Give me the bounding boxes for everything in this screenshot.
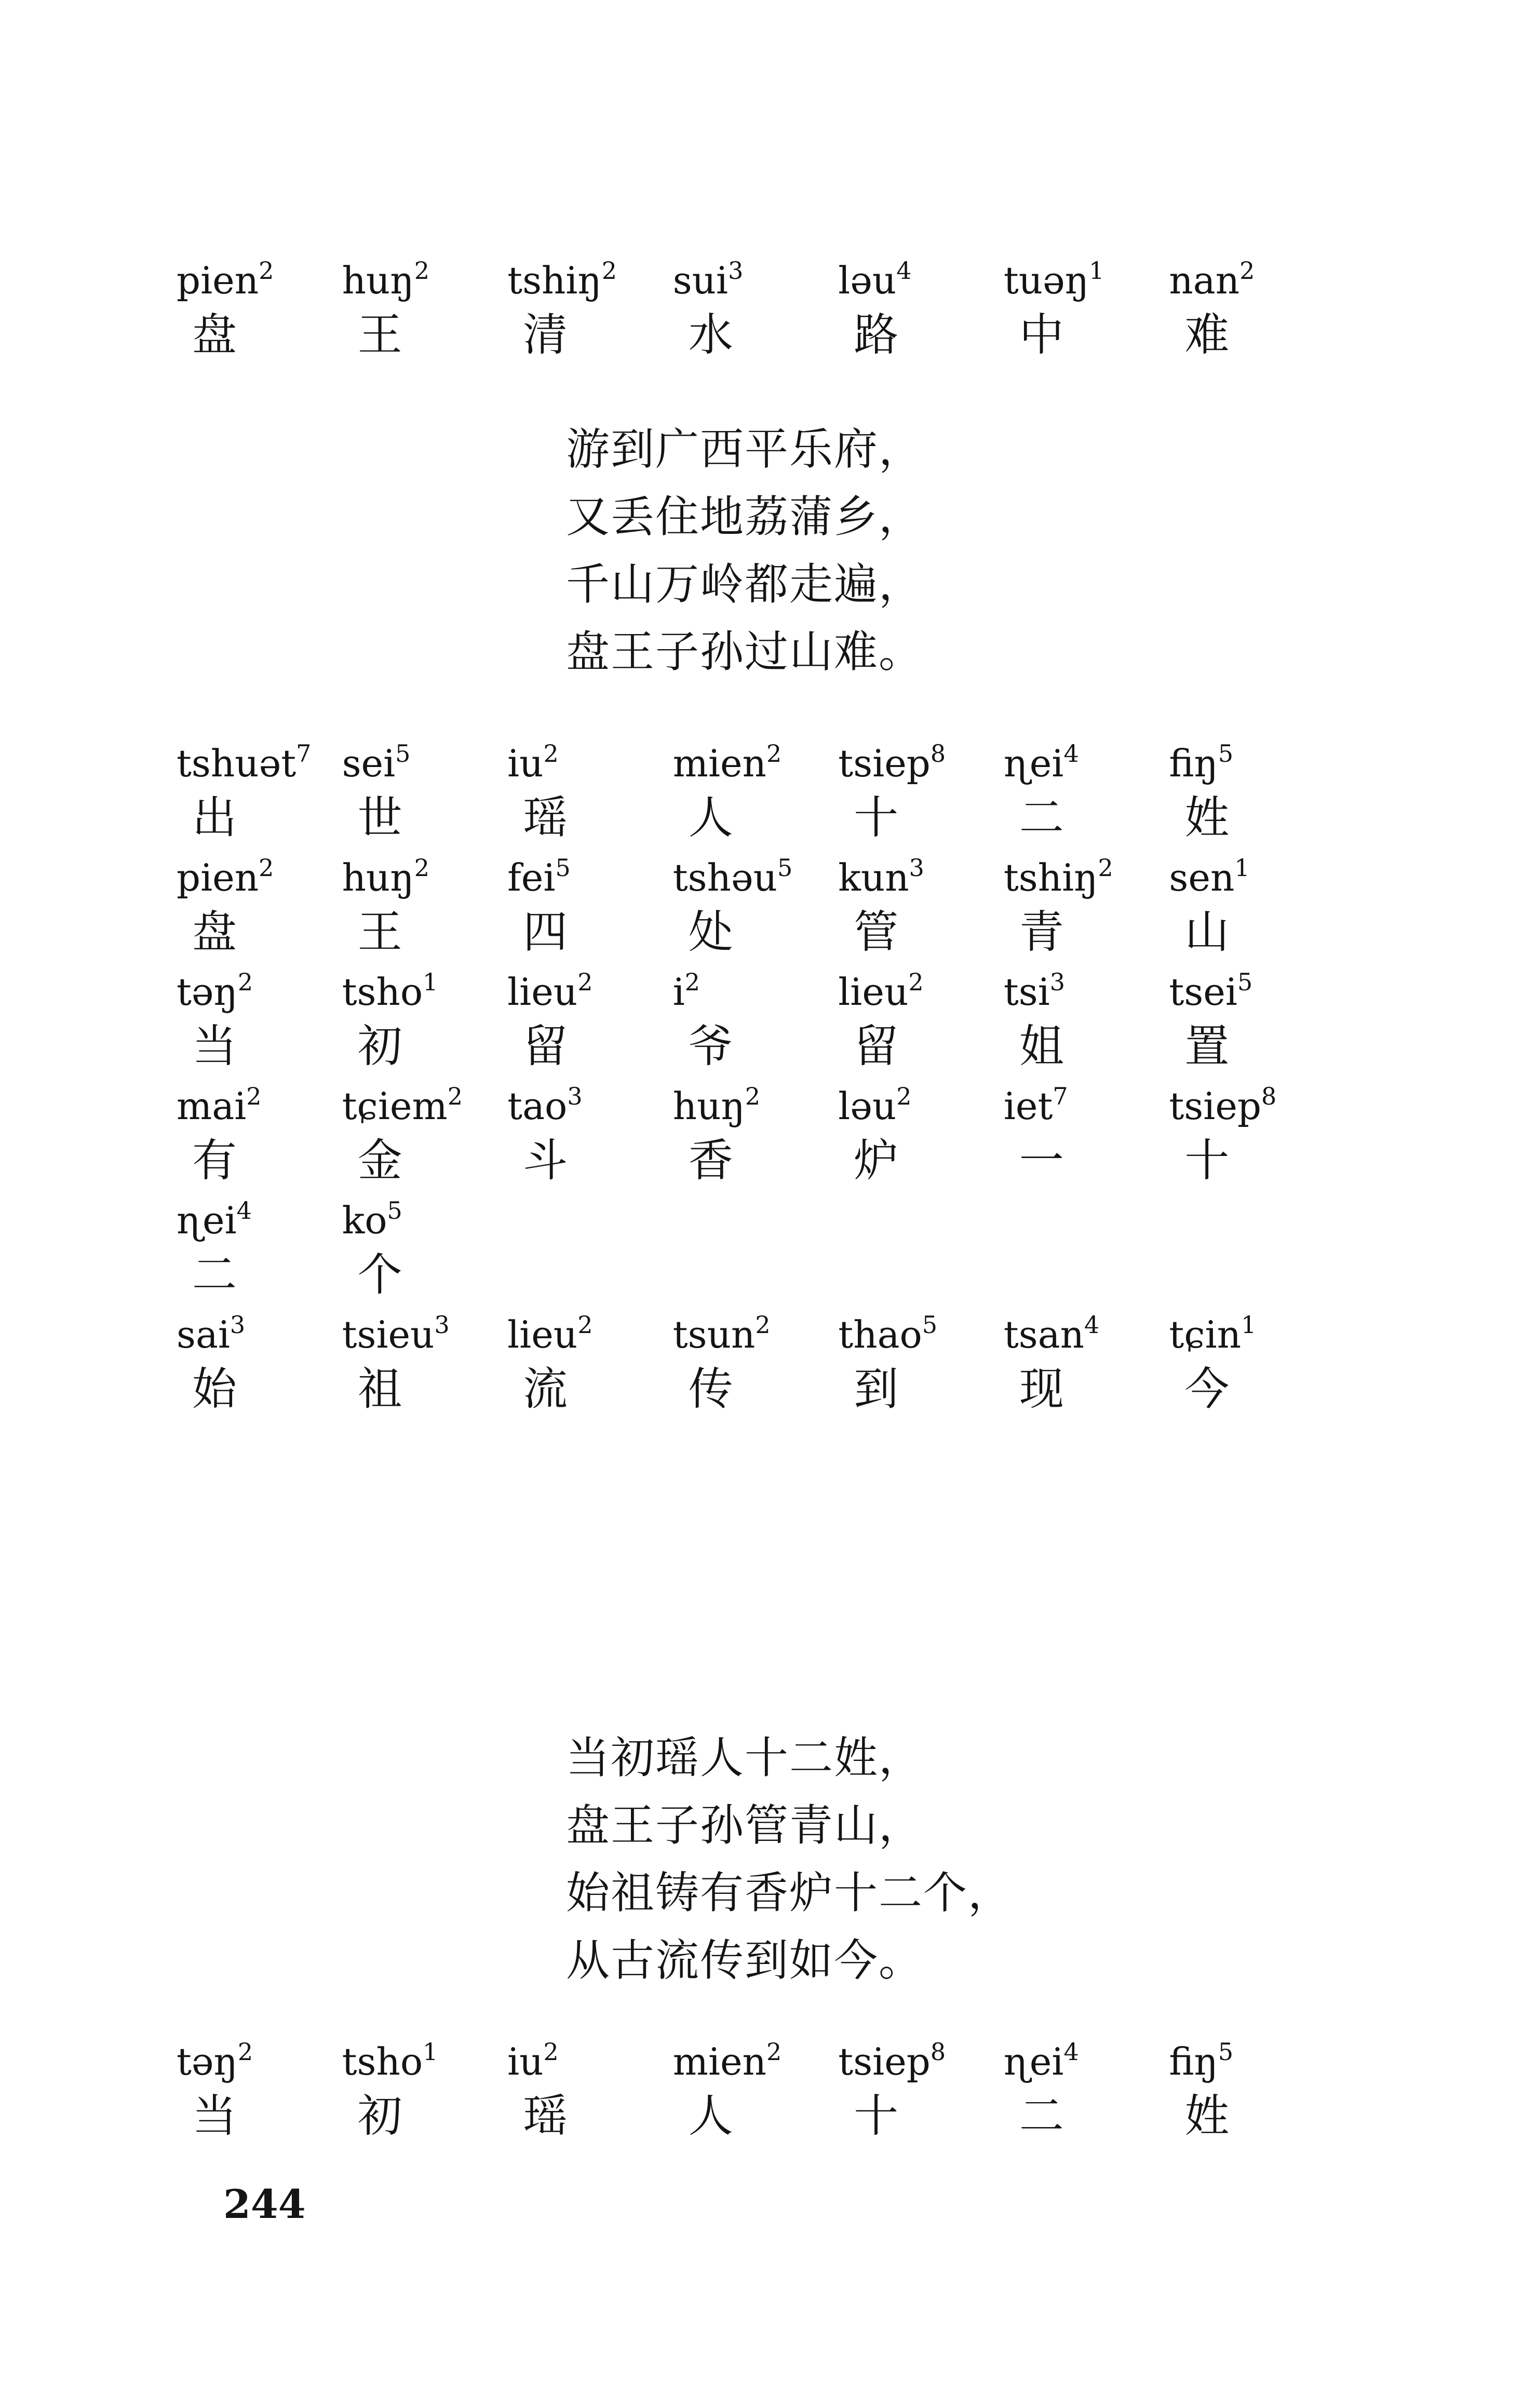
- syllable: [673, 1309, 839, 1361]
- hanzi: 当: [192, 1020, 237, 1072]
- tone-number: 4: [896, 257, 912, 285]
- syllable: [177, 737, 342, 789]
- syllable: [673, 966, 839, 1018]
- syllable-text: iet: [1003, 1084, 1053, 1128]
- syllable-text: lieu: [838, 970, 909, 1014]
- syllable: [342, 737, 508, 789]
- syllable-text: tɕin: [1169, 1313, 1242, 1356]
- tone-number: 2: [246, 1082, 262, 1110]
- hanzi: 王: [357, 309, 402, 361]
- syllable: [1004, 2036, 1169, 2088]
- syllable-text: tshəu: [672, 856, 777, 899]
- syllable-text: lieu: [507, 1313, 578, 1356]
- syllable: [1169, 737, 1334, 789]
- syllable-text: iu: [507, 2040, 544, 2083]
- tone-number: 2: [414, 854, 429, 882]
- tone-number: 2: [684, 968, 700, 996]
- syllable-text: tsiep: [838, 742, 931, 785]
- tone-number: 2: [1098, 854, 1113, 882]
- hanzi: 到: [854, 1363, 899, 1415]
- syllable: [838, 1080, 1004, 1132]
- stanza-line: 盘王子孙管青山，: [566, 1800, 924, 1851]
- tone-number: 2: [755, 1311, 771, 1339]
- syllable: [177, 1080, 342, 1132]
- romanization-line: [177, 1309, 1334, 1361]
- hanzi: 十: [1184, 1135, 1230, 1187]
- tone-number: 8: [930, 2038, 946, 2066]
- syllable-text: pien: [177, 259, 259, 302]
- hanzi: 盘: [192, 906, 237, 958]
- tone-number: 1: [1234, 854, 1250, 882]
- hanzi: 二: [192, 1249, 237, 1301]
- tone-number: 5: [922, 1311, 938, 1339]
- syllable: [507, 1080, 673, 1132]
- hanzi: 盘: [192, 309, 237, 361]
- interlinear-group: [177, 2036, 1334, 2150]
- syllable: [177, 254, 342, 306]
- hanzi: 青: [1019, 906, 1064, 958]
- tone-number: 3: [1049, 968, 1066, 996]
- tone-number: 4: [1084, 1311, 1100, 1339]
- syllable-text: huŋ: [342, 856, 414, 899]
- hanzi: 瑶: [523, 2090, 568, 2142]
- tone-number: 2: [577, 968, 593, 996]
- hanzi: 管: [854, 906, 899, 958]
- hanzi: 水: [688, 309, 733, 361]
- tone-number: 2: [1239, 257, 1255, 285]
- tone-number: 2: [414, 257, 429, 285]
- syllable: [342, 1194, 508, 1246]
- tone-number: 2: [543, 739, 559, 768]
- syllable: [507, 2036, 673, 2088]
- syllable-text: sai: [177, 1313, 230, 1356]
- tone-number: 2: [908, 968, 924, 996]
- tone-number: 2: [447, 1082, 463, 1110]
- syllable-text: huŋ: [672, 1084, 745, 1128]
- hanzi: 流: [523, 1363, 568, 1415]
- syllable-text: tshiŋ: [507, 259, 602, 302]
- syllable-text: tsieu: [342, 1313, 435, 1356]
- hanzi: 当: [192, 2090, 237, 2142]
- syllable-text: tsiep: [1169, 1084, 1262, 1128]
- hanzi: 斗: [523, 1135, 568, 1187]
- syllable-text: mien: [672, 742, 766, 785]
- character-line: [177, 2088, 1350, 2150]
- syllable-text: ɳei: [1003, 2040, 1064, 2083]
- syllable: [1004, 966, 1169, 1018]
- syllable: [177, 966, 342, 1018]
- syllable: [1169, 2036, 1334, 2088]
- tone-number: 3: [909, 854, 924, 882]
- tone-number: 5: [777, 854, 793, 882]
- romanization-line: [177, 2036, 1334, 2088]
- syllable: [342, 852, 508, 904]
- character-line: [177, 1361, 1350, 1423]
- syllable: [838, 254, 1004, 306]
- tone-number: 2: [237, 968, 253, 996]
- hanzi: 路: [854, 309, 899, 361]
- hanzi: 中: [1019, 309, 1064, 361]
- syllable-text: mai: [177, 1084, 247, 1128]
- syllable: [342, 1080, 508, 1132]
- syllable: [507, 966, 673, 1018]
- syllable-text: nan: [1169, 259, 1240, 302]
- hanzi: 清: [523, 309, 568, 361]
- tone-number: 8: [1261, 1082, 1277, 1110]
- romanization-line: [177, 1194, 1334, 1246]
- tone-number: 5: [395, 739, 411, 768]
- hanzi: 初: [357, 2090, 402, 2142]
- syllable-text: ɳei: [1003, 742, 1064, 785]
- tone-number: 4: [1063, 739, 1079, 768]
- syllable: [1169, 1080, 1334, 1132]
- hanzi: 二: [1019, 2090, 1064, 2142]
- syllable-text: fei: [507, 856, 556, 899]
- syllable: [507, 852, 673, 904]
- hanzi: 姐: [1019, 1020, 1064, 1072]
- syllable-text: tshuət: [177, 742, 296, 785]
- hanzi: 王: [357, 906, 402, 958]
- hanzi: 初: [357, 1020, 402, 1072]
- syllable-text: iu: [507, 742, 544, 785]
- syllable-text: sui: [672, 259, 729, 302]
- hanzi: 留: [523, 1020, 568, 1072]
- hanzi: 爷: [688, 1020, 733, 1072]
- syllable: [507, 1309, 673, 1361]
- syllable: [342, 254, 508, 306]
- stanza-line: 始祖铸有香炉十二个，: [566, 1867, 1013, 1918]
- syllable: [1004, 852, 1169, 904]
- syllable: [177, 1309, 342, 1361]
- syllable-text: tsun: [672, 1313, 756, 1356]
- hanzi: 一: [1019, 1135, 1064, 1187]
- syllable-text: təŋ: [177, 970, 238, 1014]
- syllable: [838, 737, 1004, 789]
- tone-number: 8: [930, 739, 946, 768]
- character-line: [177, 306, 1350, 369]
- syllable-text: fiŋ: [1169, 742, 1218, 785]
- syllable-text: tsi: [1003, 970, 1050, 1014]
- syllable: [673, 737, 839, 789]
- romanization-line: [177, 852, 1334, 904]
- tone-number: 3: [567, 1082, 583, 1110]
- hanzi: 姓: [1184, 2090, 1230, 2142]
- tone-number: 1: [1089, 257, 1104, 285]
- romanization-line: [177, 737, 1334, 789]
- tone-number: 2: [577, 1311, 593, 1339]
- syllable: [838, 852, 1004, 904]
- hanzi: 置: [1184, 1020, 1230, 1072]
- tone-number: 2: [259, 854, 274, 882]
- syllable-text: təŋ: [177, 2040, 238, 2083]
- syllable-text: huŋ: [342, 259, 414, 302]
- syllable-text: tsho: [342, 2040, 423, 2083]
- syllable: [673, 852, 839, 904]
- character-line: [177, 1132, 1350, 1194]
- hanzi: 留: [854, 1020, 899, 1072]
- syllable: [838, 2036, 1004, 2088]
- hanzi: 人: [688, 792, 733, 844]
- hanzi: 香: [688, 1135, 733, 1187]
- syllable-text: tsan: [1003, 1313, 1085, 1356]
- stanza-line: 当初瑶人十二姓，: [566, 1732, 924, 1783]
- syllable: [1004, 1080, 1169, 1132]
- hanzi: 出: [192, 792, 237, 844]
- hanzi: 始: [192, 1363, 237, 1415]
- stanza-line: 千山万岭都走遍，: [566, 559, 924, 610]
- syllable-text: ɳei: [177, 1199, 237, 1242]
- tone-number: 5: [1218, 2038, 1234, 2066]
- romanization-line: [177, 1080, 1334, 1132]
- syllable: [342, 2036, 508, 2088]
- syllable: [1004, 737, 1169, 789]
- syllable-text: tsho: [342, 970, 423, 1014]
- syllable-text: tshiŋ: [1003, 856, 1098, 899]
- tone-number: 2: [766, 739, 782, 768]
- hanzi: 人: [688, 2090, 733, 2142]
- hanzi: 难: [1184, 309, 1230, 361]
- hanzi: 炉: [854, 1135, 899, 1187]
- tone-number: 1: [423, 2038, 438, 2066]
- tone-number: 4: [236, 1196, 252, 1225]
- tone-number: 5: [1218, 739, 1234, 768]
- syllable: [1004, 1309, 1169, 1361]
- hanzi: 四: [523, 906, 568, 958]
- hanzi: 十: [854, 792, 899, 844]
- syllable-text: thao: [838, 1313, 922, 1356]
- syllable: [1169, 966, 1334, 1018]
- tone-number: 5: [555, 854, 571, 882]
- tone-number: 3: [728, 257, 744, 285]
- syllable-text: tɕiem: [342, 1084, 448, 1128]
- syllable: [342, 1309, 508, 1361]
- character-line: [177, 789, 1350, 852]
- hanzi: 处: [688, 906, 733, 958]
- tone-number: 4: [1063, 2038, 1079, 2066]
- syllable-text: sei: [342, 742, 396, 785]
- tone-number: 7: [1053, 1082, 1068, 1110]
- tone-number: 2: [237, 2038, 253, 2066]
- tone-number: 1: [1241, 1311, 1257, 1339]
- syllable: [1169, 1309, 1334, 1361]
- syllable-text: fiŋ: [1169, 2040, 1218, 2083]
- syllable-text: tsei: [1169, 970, 1237, 1014]
- hanzi: 现: [1019, 1363, 1064, 1415]
- syllable: [673, 254, 839, 306]
- translation-stanza: [566, 415, 923, 685]
- character-line: [177, 904, 1350, 966]
- syllable: [177, 1194, 342, 1246]
- tone-number: 1: [423, 968, 438, 996]
- syllable-text: sen: [1169, 856, 1235, 899]
- character-line: [177, 1018, 1350, 1080]
- hanzi: 金: [357, 1135, 402, 1187]
- syllable-text: ləu: [838, 259, 897, 302]
- hanzi: 祖: [357, 1363, 402, 1415]
- tone-number: 2: [543, 2038, 559, 2066]
- syllable: [838, 966, 1004, 1018]
- syllable: [507, 737, 673, 789]
- translation-stanza: [566, 1724, 1013, 1994]
- interlinear-group: [177, 254, 1334, 369]
- syllable: [673, 2036, 839, 2088]
- syllable: [342, 966, 508, 1018]
- hanzi: 山: [1184, 906, 1230, 958]
- character-line: [177, 1246, 1350, 1309]
- tone-number: 5: [387, 1196, 402, 1225]
- syllable: [177, 2036, 342, 2088]
- tone-number: 2: [745, 1082, 761, 1110]
- tone-number: 3: [434, 1311, 450, 1339]
- syllable-text: lieu: [507, 970, 578, 1014]
- tone-number: 5: [1237, 968, 1253, 996]
- syllable-text: ləu: [838, 1084, 897, 1128]
- stanza-line: 盘王子孙过山难。: [566, 626, 924, 677]
- tone-number: 2: [601, 257, 617, 285]
- syllable: [1169, 852, 1334, 904]
- hanzi: 世: [357, 792, 402, 844]
- hanzi: 传: [688, 1363, 733, 1415]
- hanzi: 姓: [1184, 792, 1230, 844]
- syllable-text: tuəŋ: [1003, 259, 1089, 302]
- syllable-text: tsiep: [838, 2040, 931, 2083]
- page-number: 244: [223, 2181, 306, 2227]
- syllable-text: ko: [342, 1199, 387, 1242]
- stanza-line: 游到广西平乐府，: [566, 424, 924, 475]
- syllable: [1004, 254, 1169, 306]
- romanization-line: [177, 254, 1334, 306]
- hanzi: 今: [1184, 1363, 1230, 1415]
- hanzi: 二: [1019, 792, 1064, 844]
- stanza-line: 又丢住地荔蒲乡，: [566, 491, 924, 542]
- syllable-text: tao: [507, 1084, 568, 1128]
- syllable: [507, 254, 673, 306]
- tone-number: 2: [896, 1082, 912, 1110]
- hanzi: 有: [192, 1135, 237, 1187]
- tone-number: 7: [296, 739, 312, 768]
- hanzi: 个: [357, 1249, 402, 1301]
- romanization-line: [177, 966, 1334, 1018]
- tone-number: 3: [230, 1311, 246, 1339]
- stanza-line: 从古流传到如今。: [566, 1935, 924, 1986]
- syllable: [1169, 254, 1334, 306]
- syllable: [177, 852, 342, 904]
- syllable-text: mien: [672, 2040, 766, 2083]
- syllable: [673, 1080, 839, 1132]
- interlinear-group: [177, 737, 1334, 1423]
- hanzi: 十: [854, 2090, 899, 2142]
- syllable-text: kun: [838, 856, 909, 899]
- hanzi: 瑶: [523, 792, 568, 844]
- syllable-text: pien: [177, 856, 259, 899]
- tone-number: 2: [766, 2038, 782, 2066]
- syllable: [838, 1309, 1004, 1361]
- tone-number: 2: [259, 257, 274, 285]
- syllable-text: i: [672, 970, 685, 1014]
